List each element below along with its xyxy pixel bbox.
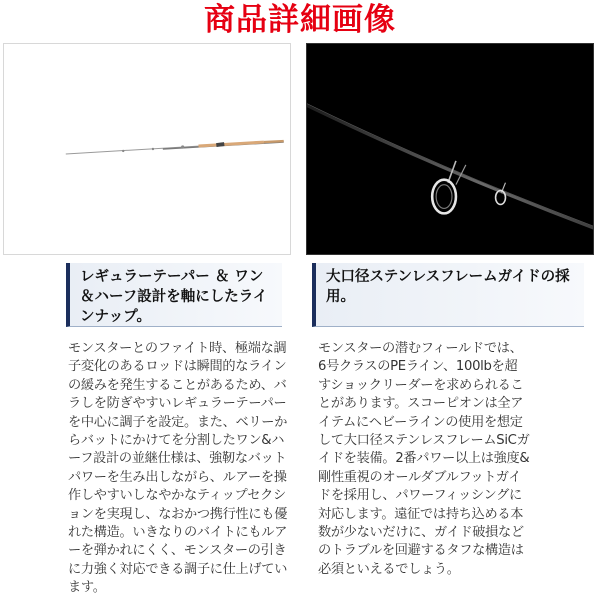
stainless-frame-sic-guide-closeup [307, 44, 593, 254]
page-title: 商品詳細画像 [204, 2, 396, 38]
guide [181, 145, 184, 148]
guide-closeup-image [306, 43, 594, 255]
cork-grip [199, 142, 264, 146]
guide [122, 150, 124, 152]
rod-full-length-image [4, 44, 290, 254]
section-heading-taper: レギュラーテーパー ＆ ワン＆ハーフ設計を軸にしたラインナップ。 [66, 263, 282, 327]
butt-grip [264, 141, 284, 142]
section-heading-guide: 大口径ステンレスフレームガイドの採用。 [312, 263, 584, 327]
guide [152, 148, 154, 150]
rod-image [3, 43, 291, 255]
section-body-taper: モンスターとのファイト時、極端な調子変化のあるロッドは瞬間的なラインの緩みを発生することがあるため、バラしを防ぎやすいレギュラーテーパーを中心に調子を設定。また、ベリーからバットにかけてを分割したワン&ハーフ設計の並継仕様は、強靭なバットパワーを生み出しながら、ルアーを操作しやすいしなやかなティップセクションを実現し、なおかつ携行性にも優れた構造。いきなりのバイトにもルアーを弾かれにくく、モンスターの引きに力強く対応できる調子に仕上げています。 [68, 341, 288, 596]
section-body-guide: モンスターの潜むフィールドでは、6号クラスのPEライン、100lbを超すショックリーダーを求められることがあります。スコーピオンは全アイテムにヘビーラインの使用を想定して大口径ステンレスフレームSiCガイドを装備。2番パワー以上は強度&剛性重視のオールダブルフットガイドを採用し、パワーフィッシングに対応します。遠征では持ち込める本数が少ないだけに、ガイド破損などのトラブルを回避するタフな構造は必須といえるでしょう。 [318, 341, 530, 577]
reel-seat [216, 144, 224, 145]
